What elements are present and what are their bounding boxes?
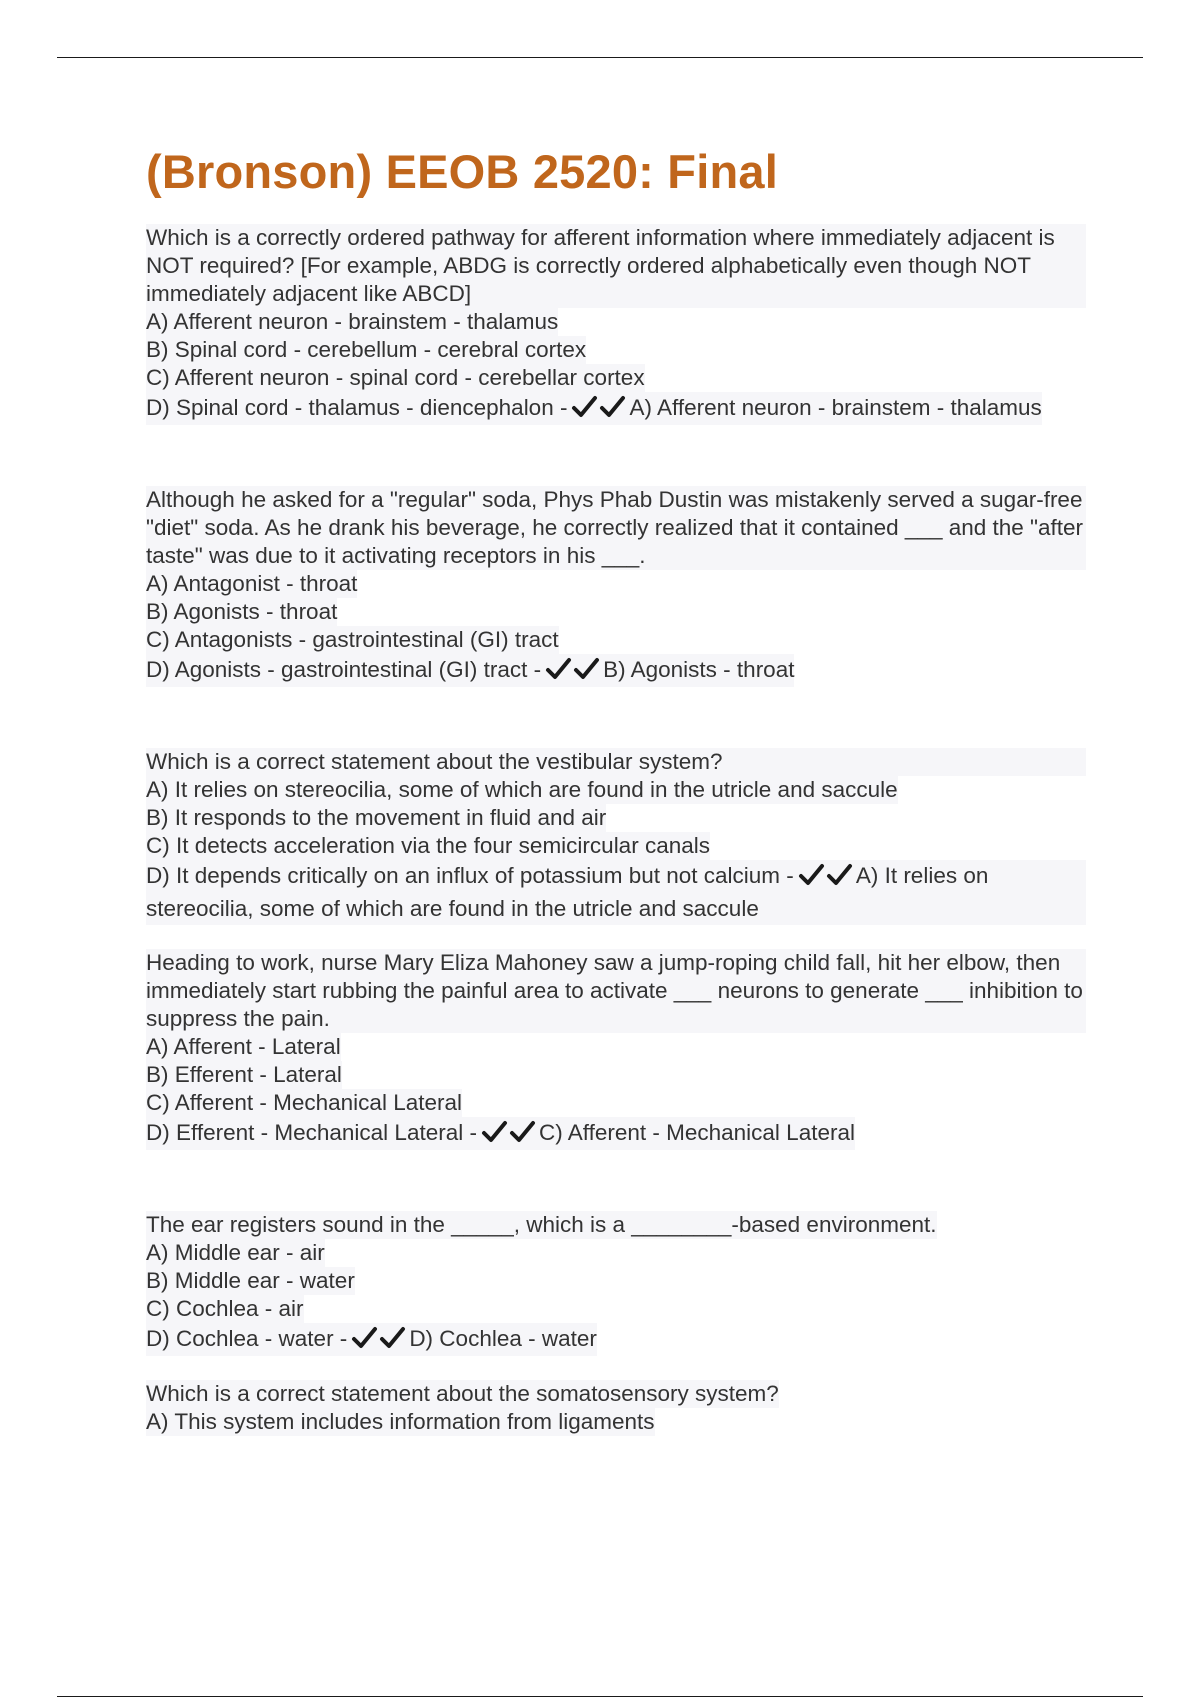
question-3	[146, 748, 1086, 925]
option-a: A) This system includes information from ligaments	[146, 1409, 655, 1435]
question-2	[146, 486, 1086, 687]
option-b: B) Agonists - throat	[146, 599, 338, 625]
question-4	[146, 949, 1086, 1150]
question-stem: The ear registers sound in the _____, which is a ________-based environment.	[146, 1212, 937, 1238]
correct-answer: B) Agonists - throat	[603, 657, 795, 683]
option-d: D) Spinal cord - thalamus - diencephalon -	[146, 395, 568, 420]
question-stem: Which is a correctly ordered pathway for afferent information where immediately adjacent is NOT required? [For example, ABDG is correctly ordered alphabetically even though NOT immediately adjacent like ABCD]	[146, 224, 1086, 308]
option-b: B) Middle ear - water	[146, 1268, 355, 1294]
option-d-with-answer	[146, 392, 1042, 425]
option-d-with-answer	[146, 654, 794, 687]
correct-answer: C) Afferent - Mechanical Lateral	[538, 1120, 855, 1146]
double-check-icon	[481, 1118, 537, 1150]
option-a: A) Afferent neuron - brainstem - thalamus	[146, 309, 559, 334]
question-1	[146, 224, 1086, 425]
correct-answer: D) Cochlea - water	[409, 1326, 597, 1352]
correct-answer: A) It relies on stereocilia, some of which are found in the utricle and saccule	[146, 863, 989, 922]
option-b: B) Efferent - Lateral	[146, 1062, 342, 1088]
option-a: A) Afferent - Lateral	[146, 1034, 341, 1060]
question-stem: Which is a correct statement about the vestibular system?	[146, 748, 1086, 776]
option-b: B) It responds to the movement in fluid and air	[146, 805, 607, 831]
question-stem: Heading to work, nurse Mary Eliza Mahoney saw a jump-roping child fall, hit her elbow, then immediately start rubbing the painful area to activate ___ neurons to generate ___ inhibition to suppress the pain.	[146, 949, 1086, 1033]
option-c: C) Antagonists - gastrointestinal (GI) tract	[146, 627, 559, 653]
option-a: A) Middle ear - air	[146, 1240, 325, 1266]
option-d: D) Cochlea - water -	[146, 1326, 348, 1352]
option-d: D) Agonists - gastrointestinal (GI) tract -	[146, 657, 542, 683]
option-a: A) It relies on stereocilia, some of which are found in the utricle and saccule	[146, 777, 898, 803]
double-check-icon	[798, 861, 854, 893]
bottom-rule	[57, 1696, 1143, 1697]
document-title: (Bronson) EEOB 2520: Final	[146, 145, 778, 198]
double-check-icon	[351, 1324, 407, 1356]
option-c: C) It detects acceleration via the four semicircular canals	[146, 833, 710, 859]
top-rule	[57, 57, 1143, 58]
option-c: C) Afferent neuron - spinal cord - cerebellar cortex	[146, 365, 645, 390]
option-c: C) Afferent - Mechanical Lateral	[146, 1090, 462, 1116]
option-d-with-answer	[146, 1117, 855, 1150]
question-stem: Although he asked for a "regular" soda, Phys Phab Dustin was mistakenly served a sugar-free "diet" soda. As he drank his beverage, he correctly realized that it contained ___ and the "after taste" was due to it activating receptors in his ___.	[146, 486, 1086, 570]
option-d: D) It depends critically on an influx of potassium but not calcium -	[146, 863, 794, 889]
question-5	[146, 1211, 1086, 1356]
option-a: A) Antagonist - throat	[146, 571, 358, 597]
correct-answer: A) Afferent neuron - brainstem - thalamus	[629, 395, 1042, 420]
option-c: C) Cochlea - air	[146, 1296, 304, 1322]
double-check-icon	[571, 393, 627, 425]
document-body	[146, 142, 1086, 1436]
option-d-with-answer	[146, 1323, 597, 1356]
question-stem: Which is a correct statement about the somatosensory system?	[146, 1381, 779, 1407]
option-d: D) Efferent - Mechanical Lateral -	[146, 1120, 477, 1146]
double-check-icon	[545, 655, 601, 687]
question-6	[146, 1380, 1086, 1436]
option-d-with-answer	[146, 860, 1086, 925]
option-b: B) Spinal cord - cerebellum - cerebral cortex	[146, 337, 587, 362]
